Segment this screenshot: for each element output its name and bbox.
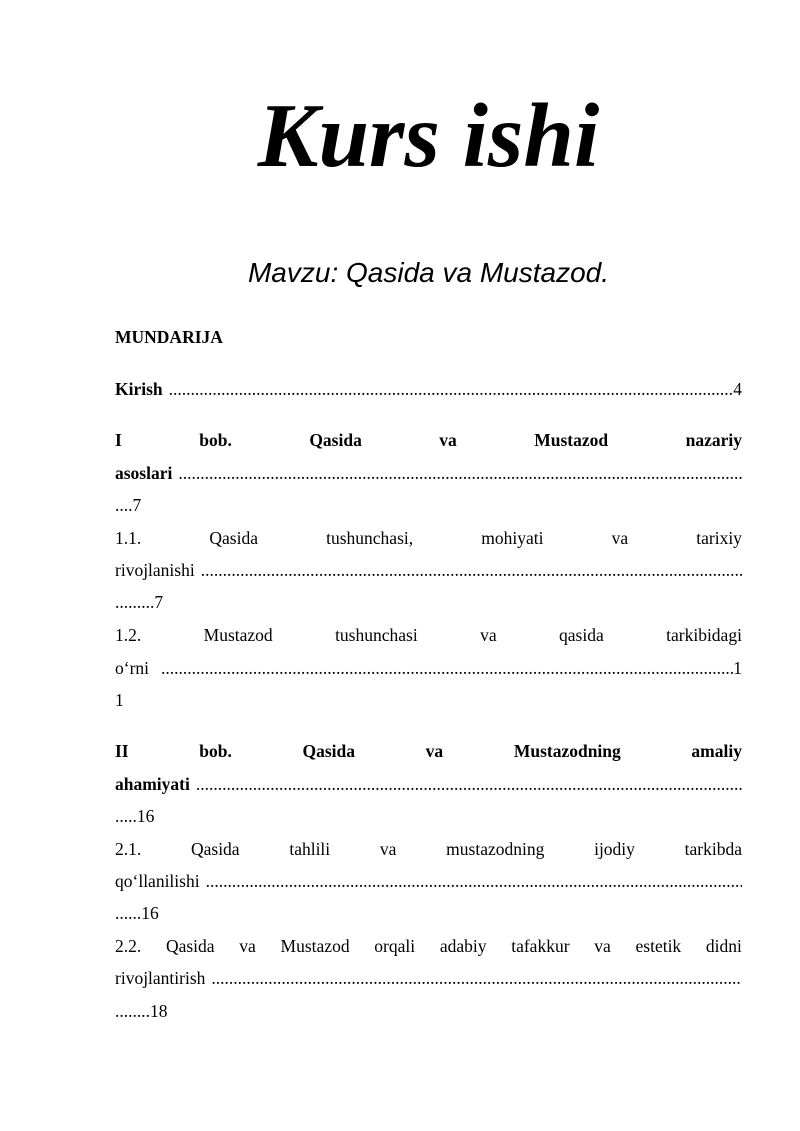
toc-word: mohiyati	[481, 528, 544, 548]
toc-word: va	[439, 430, 457, 450]
toc-word: mustazodning	[446, 839, 545, 859]
toc-page-number: 4	[733, 379, 742, 399]
toc-leader-dots	[211, 967, 742, 989]
toc-leader-dots	[161, 657, 733, 679]
toc-page-number: ......16	[115, 903, 159, 923]
toc-entry-label: o‘rni	[115, 658, 150, 678]
toc-word: Qasida	[190, 839, 240, 859]
toc-entry-section-1-2[interactable]	[115, 624, 742, 646]
toc-entry-chapter-1[interactable]	[115, 429, 742, 451]
toc-word: ijodiy	[594, 839, 635, 859]
toc-entry-section-2-2-cont	[115, 967, 742, 989]
toc-page-number: ....7	[115, 495, 142, 515]
document-title: Kurs ishi	[257, 85, 600, 186]
toc-word: Mustazod	[280, 936, 350, 956]
toc-word: amaliy	[691, 741, 742, 761]
toc-word: orqali	[374, 936, 416, 956]
toc-word: 1.2.	[115, 625, 142, 645]
toc-word: Mustazod	[203, 625, 273, 645]
toc-entry-label: qo‘llanilishi	[115, 871, 200, 891]
toc-entry-section-2-2[interactable]	[115, 935, 742, 957]
toc-entry-label: rivojlanishi	[115, 560, 195, 580]
toc-word: tarkibda	[684, 839, 742, 859]
toc-leader-dots	[169, 378, 734, 400]
toc-word: 1.1.	[115, 528, 142, 548]
toc-word: Qasida	[309, 430, 362, 450]
toc-word: 2.2.	[115, 936, 142, 956]
toc-word: va	[425, 741, 444, 761]
toc-word: Mustazod	[534, 430, 609, 450]
toc-word: II	[115, 741, 129, 761]
toc-entry-label: rivojlantirish	[115, 968, 206, 988]
toc-entry-chapter-1-cont	[115, 462, 742, 484]
toc-page-number: .....16	[115, 806, 155, 826]
toc-word: Mustazodning	[513, 741, 621, 761]
toc-entry-section-1-2-cont	[115, 657, 742, 679]
toc-word: tarixiy	[696, 528, 742, 548]
toc-word: nazariy	[685, 430, 742, 450]
toc-word: tushunchasi	[335, 625, 418, 645]
toc-word: Qasida	[209, 528, 258, 548]
toc-entry-label: ahamiyati	[115, 774, 190, 794]
toc-entry-label: Kirish	[115, 379, 163, 399]
toc-word: 2.1.	[115, 839, 142, 859]
toc-word: va	[611, 528, 629, 548]
toc-word: bob.	[199, 741, 232, 761]
toc-word: didni	[705, 936, 742, 956]
toc-entry-section-2-1[interactable]	[115, 838, 742, 860]
toc-word: qasida	[559, 625, 604, 645]
toc-entry-section-2-1-cont	[115, 870, 742, 892]
toc-leader-dots	[196, 773, 742, 795]
toc-word: I	[115, 430, 122, 450]
toc-word: Qasida	[302, 741, 356, 761]
toc-entry-section-1-1[interactable]	[115, 527, 742, 549]
toc-word: va	[239, 936, 256, 956]
toc-page-number: 1	[115, 690, 124, 710]
toc-word: bob.	[199, 430, 232, 450]
toc-word: va	[594, 936, 611, 956]
toc-entry-label: asoslari	[115, 463, 173, 483]
toc-heading: MUNDARIJA	[115, 327, 223, 347]
toc-page-number: 1	[733, 658, 742, 678]
toc-entry-section-1-1-cont	[115, 559, 742, 581]
toc-page-number: .........7	[115, 592, 164, 612]
toc-word: tarkibidagi	[666, 625, 742, 645]
toc-word: adabiy	[439, 936, 487, 956]
toc-page-number: ........18	[115, 1001, 168, 1021]
toc-word: tushunchasi,	[326, 528, 414, 548]
toc-word: tafakkur	[511, 936, 570, 956]
toc-leader-dots	[201, 559, 742, 581]
toc-leader-dots	[206, 870, 742, 892]
toc-word: Qasida	[165, 936, 215, 956]
toc-entry-chapter-2-cont	[115, 773, 742, 795]
toc-word: tahlili	[289, 839, 331, 859]
toc-word: estetik	[635, 936, 682, 956]
toc-word: va	[480, 625, 497, 645]
document-subtitle: Mavzu: Qasida va Mustazod.	[247, 257, 610, 288]
toc-word: va	[379, 839, 397, 859]
toc-entry-intro[interactable]	[115, 378, 742, 400]
toc-entry-chapter-2[interactable]	[115, 740, 742, 762]
toc-leader-dots	[178, 462, 742, 484]
